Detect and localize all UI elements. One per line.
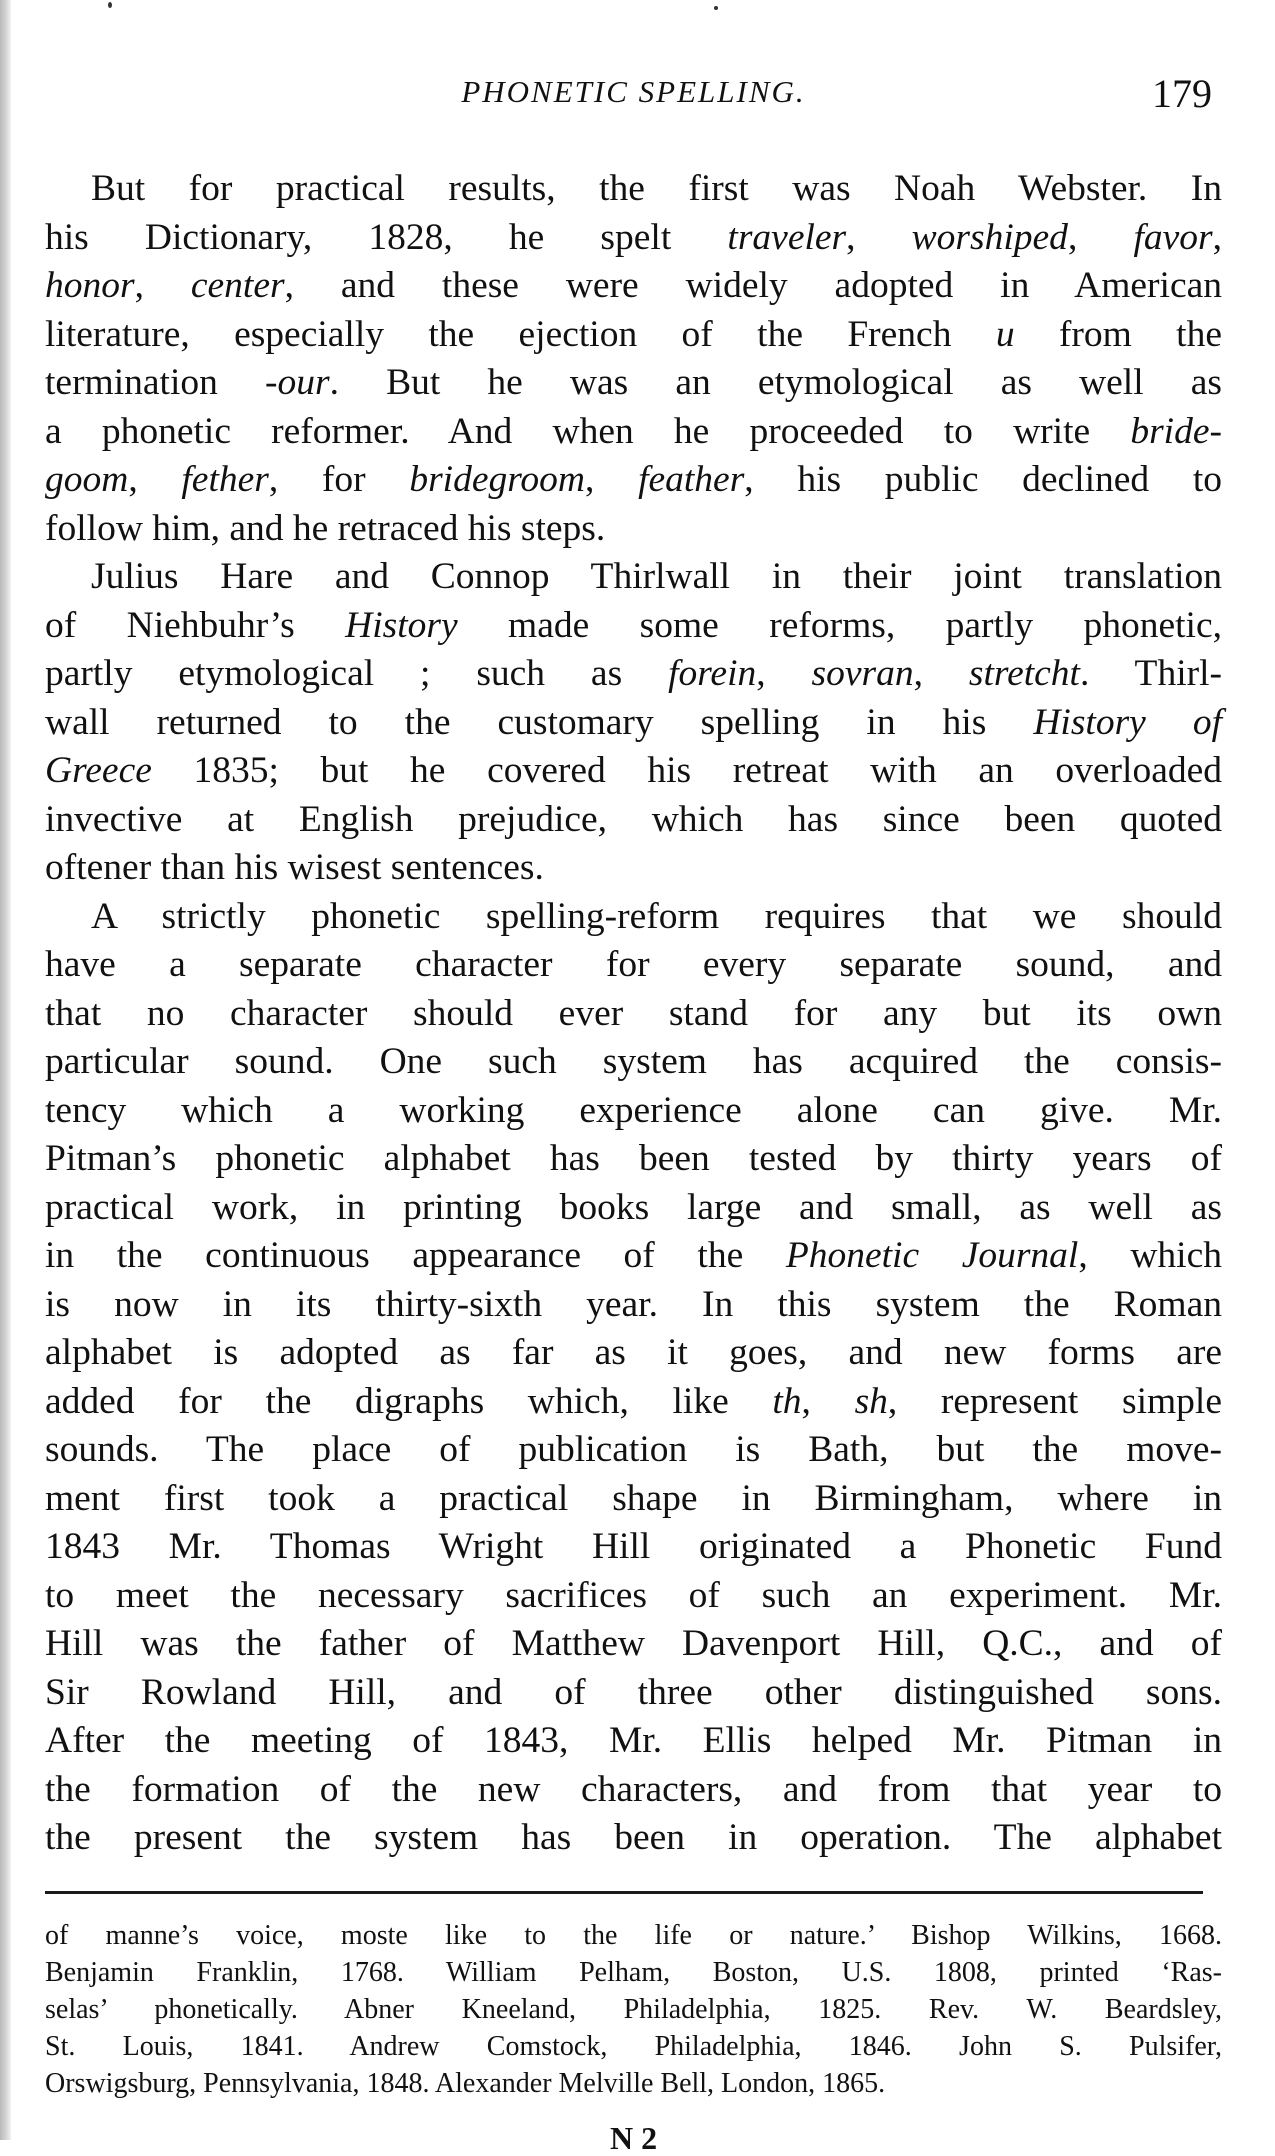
italic-term: traveler [727, 216, 847, 258]
text-line [45, 214, 1222, 263]
text-run: . Thirl- [1079, 653, 1223, 694]
italic-term: History of [1033, 701, 1222, 743]
text-line [45, 1038, 1222, 1087]
text-line [45, 1669, 1222, 1718]
italic-term: History [345, 604, 458, 646]
text-line [45, 602, 1222, 651]
text-run: . But he was an etymological as well as [329, 362, 1223, 403]
italic-term: u [995, 313, 1015, 355]
text-run: , [128, 459, 182, 500]
text-run: in the continuous appearance of the [45, 1235, 786, 1276]
text-line [45, 165, 1222, 214]
text-line [45, 311, 1222, 360]
italic-term: forein [668, 653, 757, 694]
text-line [45, 893, 1222, 942]
text-line [45, 1426, 1222, 1475]
text-run: literature, especially the ejection of the French [45, 313, 996, 355]
text-run: Sir Rowland Hill, and of three other distinguished sons. [45, 1671, 1222, 1713]
italic-term: favor [1133, 216, 1213, 258]
text-run: , which [1078, 1235, 1222, 1276]
italic-term: worshiped [911, 216, 1068, 258]
text-run: , and these were widely adopted in American [284, 265, 1223, 306]
text-run: , [756, 653, 812, 694]
text-line [45, 1232, 1222, 1281]
text-run: alphabet is adopted as far as it goes, and new forms are [45, 1332, 1222, 1373]
text-run: , [1067, 216, 1134, 258]
text-line [45, 1766, 1222, 1815]
text-line [45, 1475, 1222, 1524]
footnote-line: St. Louis, 1841. Andrew Comstock, Philadelphia, 1846. John S. Pulsifer, [45, 2031, 1222, 2062]
text-run: a phonetic reformer. And when he proceeded to write [45, 410, 1131, 452]
text-run: invective at English prejudice, which has since been quoted [45, 798, 1222, 840]
scan-speck [108, 2, 112, 8]
text-run: , [585, 459, 639, 500]
text-run: , his public declined to [744, 459, 1223, 500]
italic-term: -our [265, 362, 330, 403]
text-run: of Niehbuhr’s [45, 604, 346, 646]
italic-term: bride- [1130, 410, 1222, 452]
text-run: Pitman’s phonetic alphabet has been tested by thirty years of [45, 1138, 1222, 1179]
italic-term: sh [854, 1380, 888, 1422]
text-line [45, 990, 1222, 1039]
text-run: sounds. The place of publication is Bath, but the move- [45, 1429, 1222, 1470]
text-line [45, 1087, 1222, 1136]
text-run: oftener than his wisest sentences. [45, 847, 544, 888]
footnote-line: of manne’s voice, moste like to the life or nature.’ Bishop Wilkins, 1668. [45, 1920, 1222, 1951]
text-run: have a separate character for every separate sound, and [45, 944, 1222, 985]
page-number: 179 [1152, 71, 1212, 116]
running-head [45, 70, 1222, 114]
text-run: A strictly phonetic spelling-reform requires that we should [91, 895, 1222, 937]
scan-gutter-shadow [0, 0, 11, 2140]
text-run: wall returned to the customary spelling in his [45, 701, 1034, 743]
paragraph [45, 165, 1222, 553]
text-line [45, 1135, 1222, 1184]
text-line [45, 553, 1222, 602]
text-run: , represent simple [887, 1380, 1222, 1422]
text-run: that no character should ever stand for any but its own [45, 992, 1222, 1034]
text-line [45, 796, 1222, 845]
footnote [45, 1917, 1222, 2102]
text-run: , [846, 216, 912, 258]
text-line [45, 747, 1222, 796]
text-line [45, 1572, 1222, 1621]
text-line [45, 650, 1222, 699]
text-run: particular sound. One such system has acquired the consis- [45, 1041, 1222, 1082]
italic-term: fether [181, 459, 269, 500]
text-run: , [1212, 216, 1223, 258]
text-line [45, 699, 1222, 748]
text-run: 1835; but he covered his retreat with an overloaded [151, 750, 1222, 791]
text-run: Julius Hare and Connop Thirlwall in their joint translation [91, 556, 1222, 597]
text-run: to meet the necessary sacrifices of such an experiment. Mr. [45, 1574, 1222, 1616]
text-line [45, 1523, 1222, 1572]
italic-term: Greece [45, 750, 152, 791]
text-line [45, 456, 1222, 505]
text-run: But for practical results, the first was Noah Webster. In [91, 168, 1222, 209]
text-line [45, 1814, 1222, 1863]
signature-mark: N 2 [610, 2120, 658, 2156]
text-run: After the meeting of 1843, Mr. Ellis helped Mr. Pitman in [45, 1720, 1222, 1761]
text-run: tency which a working experience alone can give. Mr. [45, 1089, 1222, 1131]
text-run: is now in its thirty-sixth year. In this system the Roman [45, 1283, 1222, 1325]
text-line [45, 1184, 1222, 1233]
running-title: PHONETIC SPELLING. [461, 74, 806, 109]
text-run: follow him, and he retraced his steps. [45, 507, 606, 549]
footnote-line: selas’ phonetically. Abner Kneeland, Philadelphia, 1825. Rev. W. Beardsley, [45, 1994, 1222, 2025]
text-line [45, 1281, 1222, 1330]
text-line [45, 1717, 1222, 1766]
body-text [45, 165, 1222, 1863]
text-line [45, 359, 1222, 408]
text-run: , [913, 653, 969, 694]
text-line [45, 408, 1222, 457]
italic-term: honor [45, 265, 135, 306]
text-run: 1843 Mr. Thomas Wright Hill originated a Phonetic Fund [45, 1526, 1222, 1567]
text-line [45, 505, 1222, 554]
scan-speck [714, 6, 718, 10]
text-run: the formation of the new characters, and from that year to [45, 1768, 1222, 1810]
text-line [45, 262, 1222, 311]
text-run: from the [1014, 313, 1222, 355]
italic-term: Phonetic Journal [785, 1235, 1079, 1276]
text-run: termination [45, 362, 265, 403]
text-run: added for the digraphs which, like [45, 1380, 773, 1422]
italic-term: feather [638, 459, 745, 500]
footnote-line: Orswigsburg, Pennsylvania, 1848. Alexander Melville Bell, London, 1865. [45, 2068, 886, 2099]
italic-term: bridegroom [409, 459, 586, 500]
footnote-line: Benjamin Franklin, 1768. William Pelham, Boston, U.S. 1808, printed ‘Ras- [45, 1957, 1222, 1988]
text-run: , [801, 1380, 855, 1422]
text-run: ment first took a practical shape in Birmingham, where in [45, 1477, 1222, 1519]
paragraph [45, 553, 1222, 893]
paragraph [45, 893, 1222, 1863]
text-line [45, 1378, 1222, 1427]
text-run: made some reforms, partly phonetic, [457, 604, 1222, 646]
text-line [45, 844, 1222, 893]
text-line [45, 941, 1222, 990]
text-run: practical work, in printing books large and small, as well as [45, 1186, 1222, 1228]
text-run: , [134, 265, 191, 306]
italic-term: stretcht [968, 653, 1080, 694]
italic-term: center [190, 265, 285, 306]
text-line [45, 1329, 1222, 1378]
text-run: , for [268, 459, 410, 500]
text-line [45, 1620, 1222, 1669]
footnote-rule [45, 1891, 1203, 1894]
text-run: partly etymological ; such as [45, 653, 669, 694]
text-run: his Dictionary, 1828, he spelt [45, 216, 728, 258]
italic-term: sovran [811, 653, 914, 694]
text-run: Hill was the father of Matthew Davenport Hill, Q.C., and of [45, 1623, 1222, 1664]
italic-term: th [772, 1380, 802, 1422]
text-run: the present the system has been in operation. The alphabet [45, 1817, 1222, 1858]
italic-term: goom [45, 459, 129, 500]
